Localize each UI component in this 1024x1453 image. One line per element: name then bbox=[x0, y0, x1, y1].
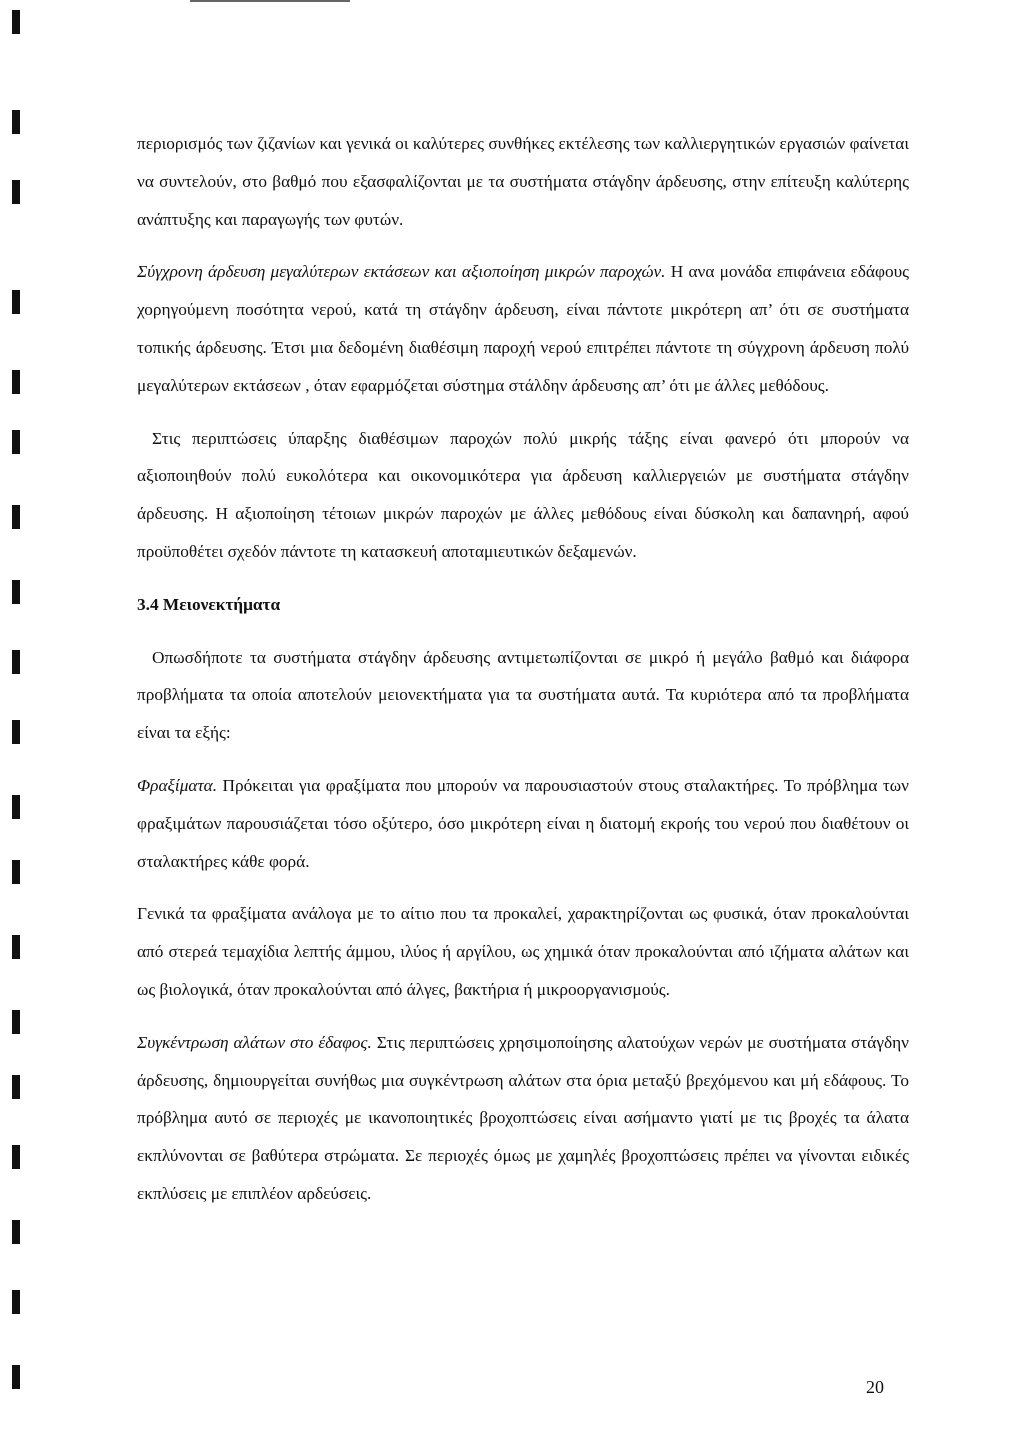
paragraph-5-text: Πρόκειται για φραξίματα που μπορούν να παρουσιαστούν στους σταλακτήρες. Το πρόβλημα των φραξιμάτων παρουσιάζεται τόσο οξύτερο, όσο μικρότερη είναι η διατομή εκροής του νερού που διαθέτουν οι σταλακτήρες κάθε φορά. bbox=[137, 775, 909, 871]
scan-top-line bbox=[190, 0, 350, 2]
paragraph-6 bbox=[137, 895, 909, 1008]
paragraph-3-text: Στις περιπτώσεις ύπαρξης διαθέσιμων παροχών πολύ μικρής τάξης είναι φανερό ότι μπορούν να αξιοποιηθούν πολύ ευκολότερα και οικονομικότερα για άρδευση καλλιεργειών με συστήματα στάγδην άρδευσης. Η αξιοποίηση τέτοιων μικρών παροχών με άλλες μεθόδους είναι δύσκολη και δαπανηρή, αφού προϋποθέτει σχεδόν πάντοτε τη κατασκευή αποταμιευτικών δεξαμενών. bbox=[137, 428, 909, 561]
document-body bbox=[137, 125, 909, 1213]
paragraph-4 bbox=[137, 639, 909, 752]
paragraph-1-text: περιορισμός των ζιζανίων και γενικά οι καλύτερες συνθήκες εκτέλεσης των καλλιεργητικών εργασιών φαίνεται να συντελούν, στο βαθμό που εξασφαλίζονται με τα συστήματα στάγδην άρδευσης, στην επίτευξη καλύτερης ανάπτυξης και παραγωγής των φυτών. bbox=[137, 134, 909, 229]
paragraph-7-lead: Συγκέντρωση αλάτων στο έδαφος. bbox=[137, 1032, 372, 1052]
paragraph-5 bbox=[137, 767, 909, 880]
paragraph-1 bbox=[137, 125, 909, 238]
paragraph-6-text: Γενικά τα φραξίματα ανάλογα με το αίτιο που τα προκαλεί, χαρακτηρίζονται ως φυσικά, όταν προκαλούνται από στερεά τεμαχίδια λεπτής άμμου, ιλύος ή αργίλου, ως χημικά όταν προκαλούνται από ιζήματα αλάτων και ως βιολογικά, όταν προκαλούνται από άλγες, βακτήρια ή μικροοργανισμούς. bbox=[137, 904, 909, 999]
paragraph-2 bbox=[137, 253, 909, 404]
paragraph-5-lead: Φραξίματα. bbox=[137, 775, 218, 795]
paragraph-2-lead: Σύγχρονη άρδευση μεγαλύτερων εκτάσεων και αξιοποίηση μικρών παροχών. bbox=[137, 262, 666, 282]
paragraph-7 bbox=[137, 1024, 909, 1213]
page-number: 20 bbox=[866, 1377, 884, 1397]
paragraph-7-text: Στις περιπτώσεις χρησιμοποίησης αλατούχων νερών με συστήματα στάγδην άρδευσης, δημιουργείται συνήθως μια συγκέντρωση αλάτων στα όρια μεταξύ βρεχόμενου και μή εδάφους. Το πρόβλημα αυτό σε περιοχές με ικανοποιητικές βροχοπτώσεις είναι ασήμαντο γιατί με τις βροχές τα άλατα εκπλύνονται σε βαθύτερα στρώματα. Σε περιοχές όμως με χαμηλές βροχοπτώσεις πρέπει να γίνονται ειδικές εκπλύσεις με επιπλέον αρδεύσεις. bbox=[137, 1032, 909, 1203]
paragraph-2-text: Η ανα μονάδα επιφάνεια εδάφους χορηγούμενη ποσότητα νερού, κατά τη στάγδην άρδευση, είναι πάντοτε μικρότερη απ’ ότι σε συστήματα τοπικής άρδευσης. Έτσι μια δεδομένη διαθέσιμη παροχή νερού επιτρέπει πάντοτε τη σύγχρονη άρδευση πολύ μεγαλύτερων εκτάσεων , όταν εφαρμόζεται σύστημα στάλδην άρδευσης απ’ ότι με άλλες μεθόδους. bbox=[137, 262, 909, 395]
paragraph-4-text: Οπωσδήποτε τα συστήματα στάγδην άρδευσης αντιμετωπίζονται σε μικρό ή μεγάλο βαθμό και διάφορα προβλήματα τα οποία αποτελούν μειονεκτήματα για τα συστήματα αυτά. Τα κυριότερα από τα προβλήματα είναι τα εξής: bbox=[137, 647, 909, 743]
section-heading: 3.4 Μειονεκτήματα bbox=[137, 594, 281, 614]
binding-marks bbox=[0, 0, 40, 1453]
paragraph-3 bbox=[137, 420, 909, 571]
